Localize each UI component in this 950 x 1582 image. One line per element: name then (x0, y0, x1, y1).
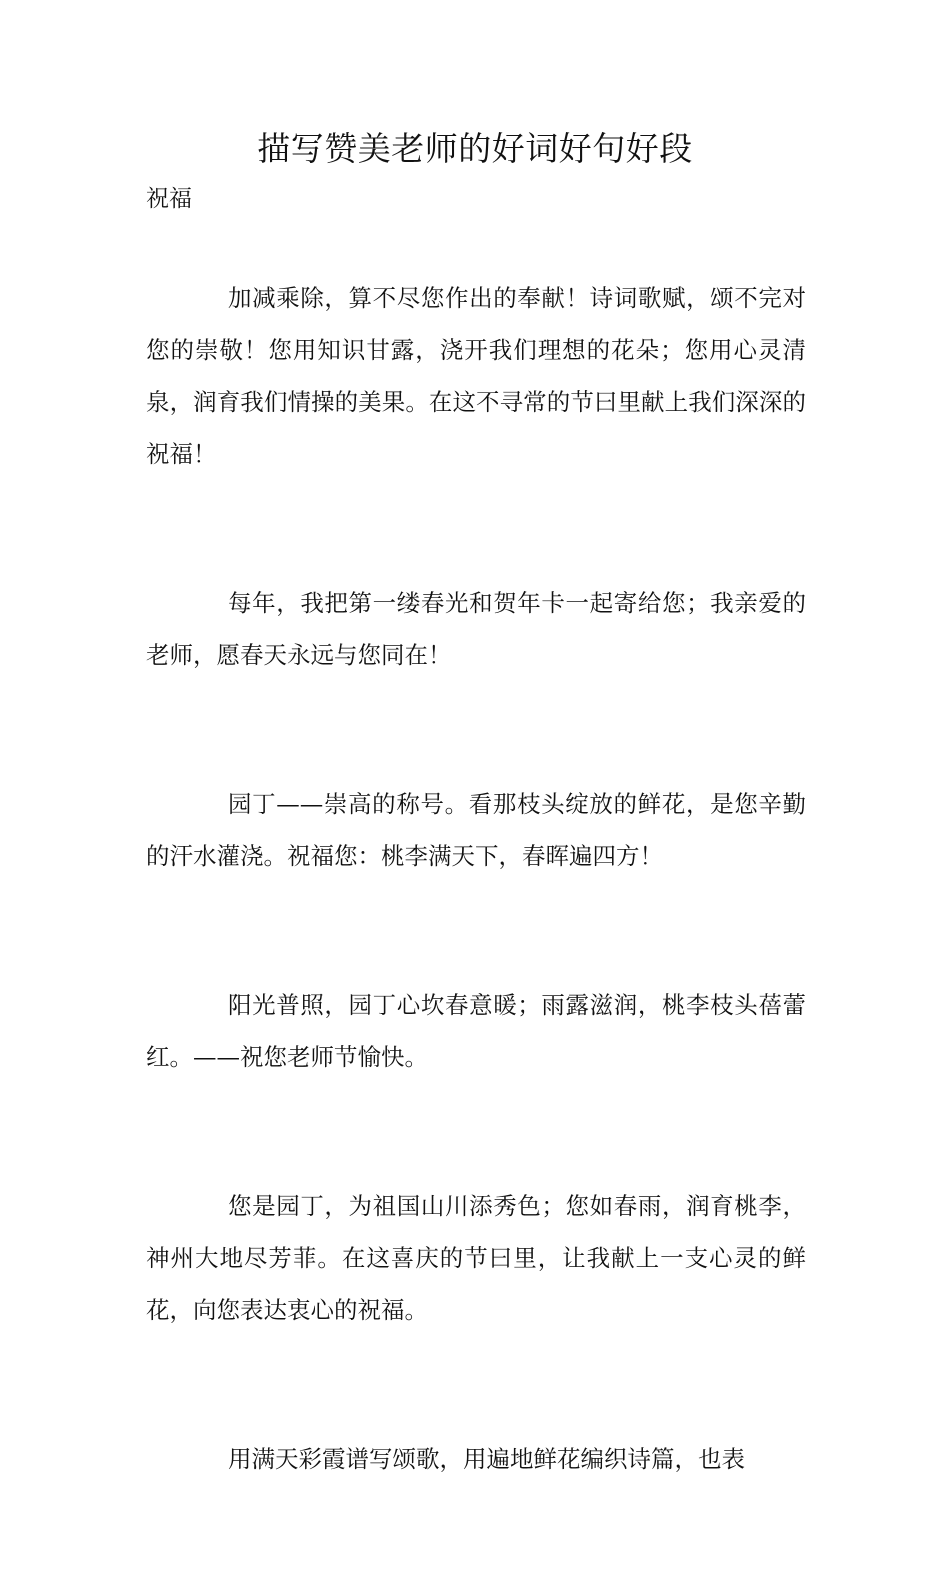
paragraph: 每年，我把第一缕春光和贺年卡一起寄给您；我亲爱的老师，愿春天永远与您同在！ (146, 589, 806, 669)
document-body (146, 272, 806, 1582)
paragraph: 园丁——崇高的称号。看那枝头绽放的鲜花，是您辛勤的汗水灌浇。祝福您：桃李满天下，春晖遍四方！ (146, 790, 806, 870)
section-subtitle: 祝福 (146, 186, 192, 212)
paragraph: 阳光普照，园丁心坎春意暖；雨露滋润，桃李枝头蓓蕾红。——祝您老师节愉快。 (146, 991, 806, 1071)
paragraph: 您是园丁，为祖国山川添秀色；您如春雨，润育桃李，神州大地尽芳菲。在这喜庆的节曰里，让我献上一支心灵的鲜花，向您表达衷心的祝福。 (146, 1192, 806, 1324)
paragraph: 加减乘除，算不尽您作出的奉献！诗词歌赋，颂不完对您的崇敬！您用知识甘露，浇开我们理想的花朵；您用心灵清泉，润育我们情操的美果。在这不寻常的节曰里献上我们深深的祝福！ (146, 284, 806, 468)
paragraph: 用满天彩霞谱写颂歌，用遍地鲜花编织诗篇，也表 (228, 1445, 745, 1473)
page-title: 描写赞美老师的好词好句好段 (257, 129, 693, 168)
